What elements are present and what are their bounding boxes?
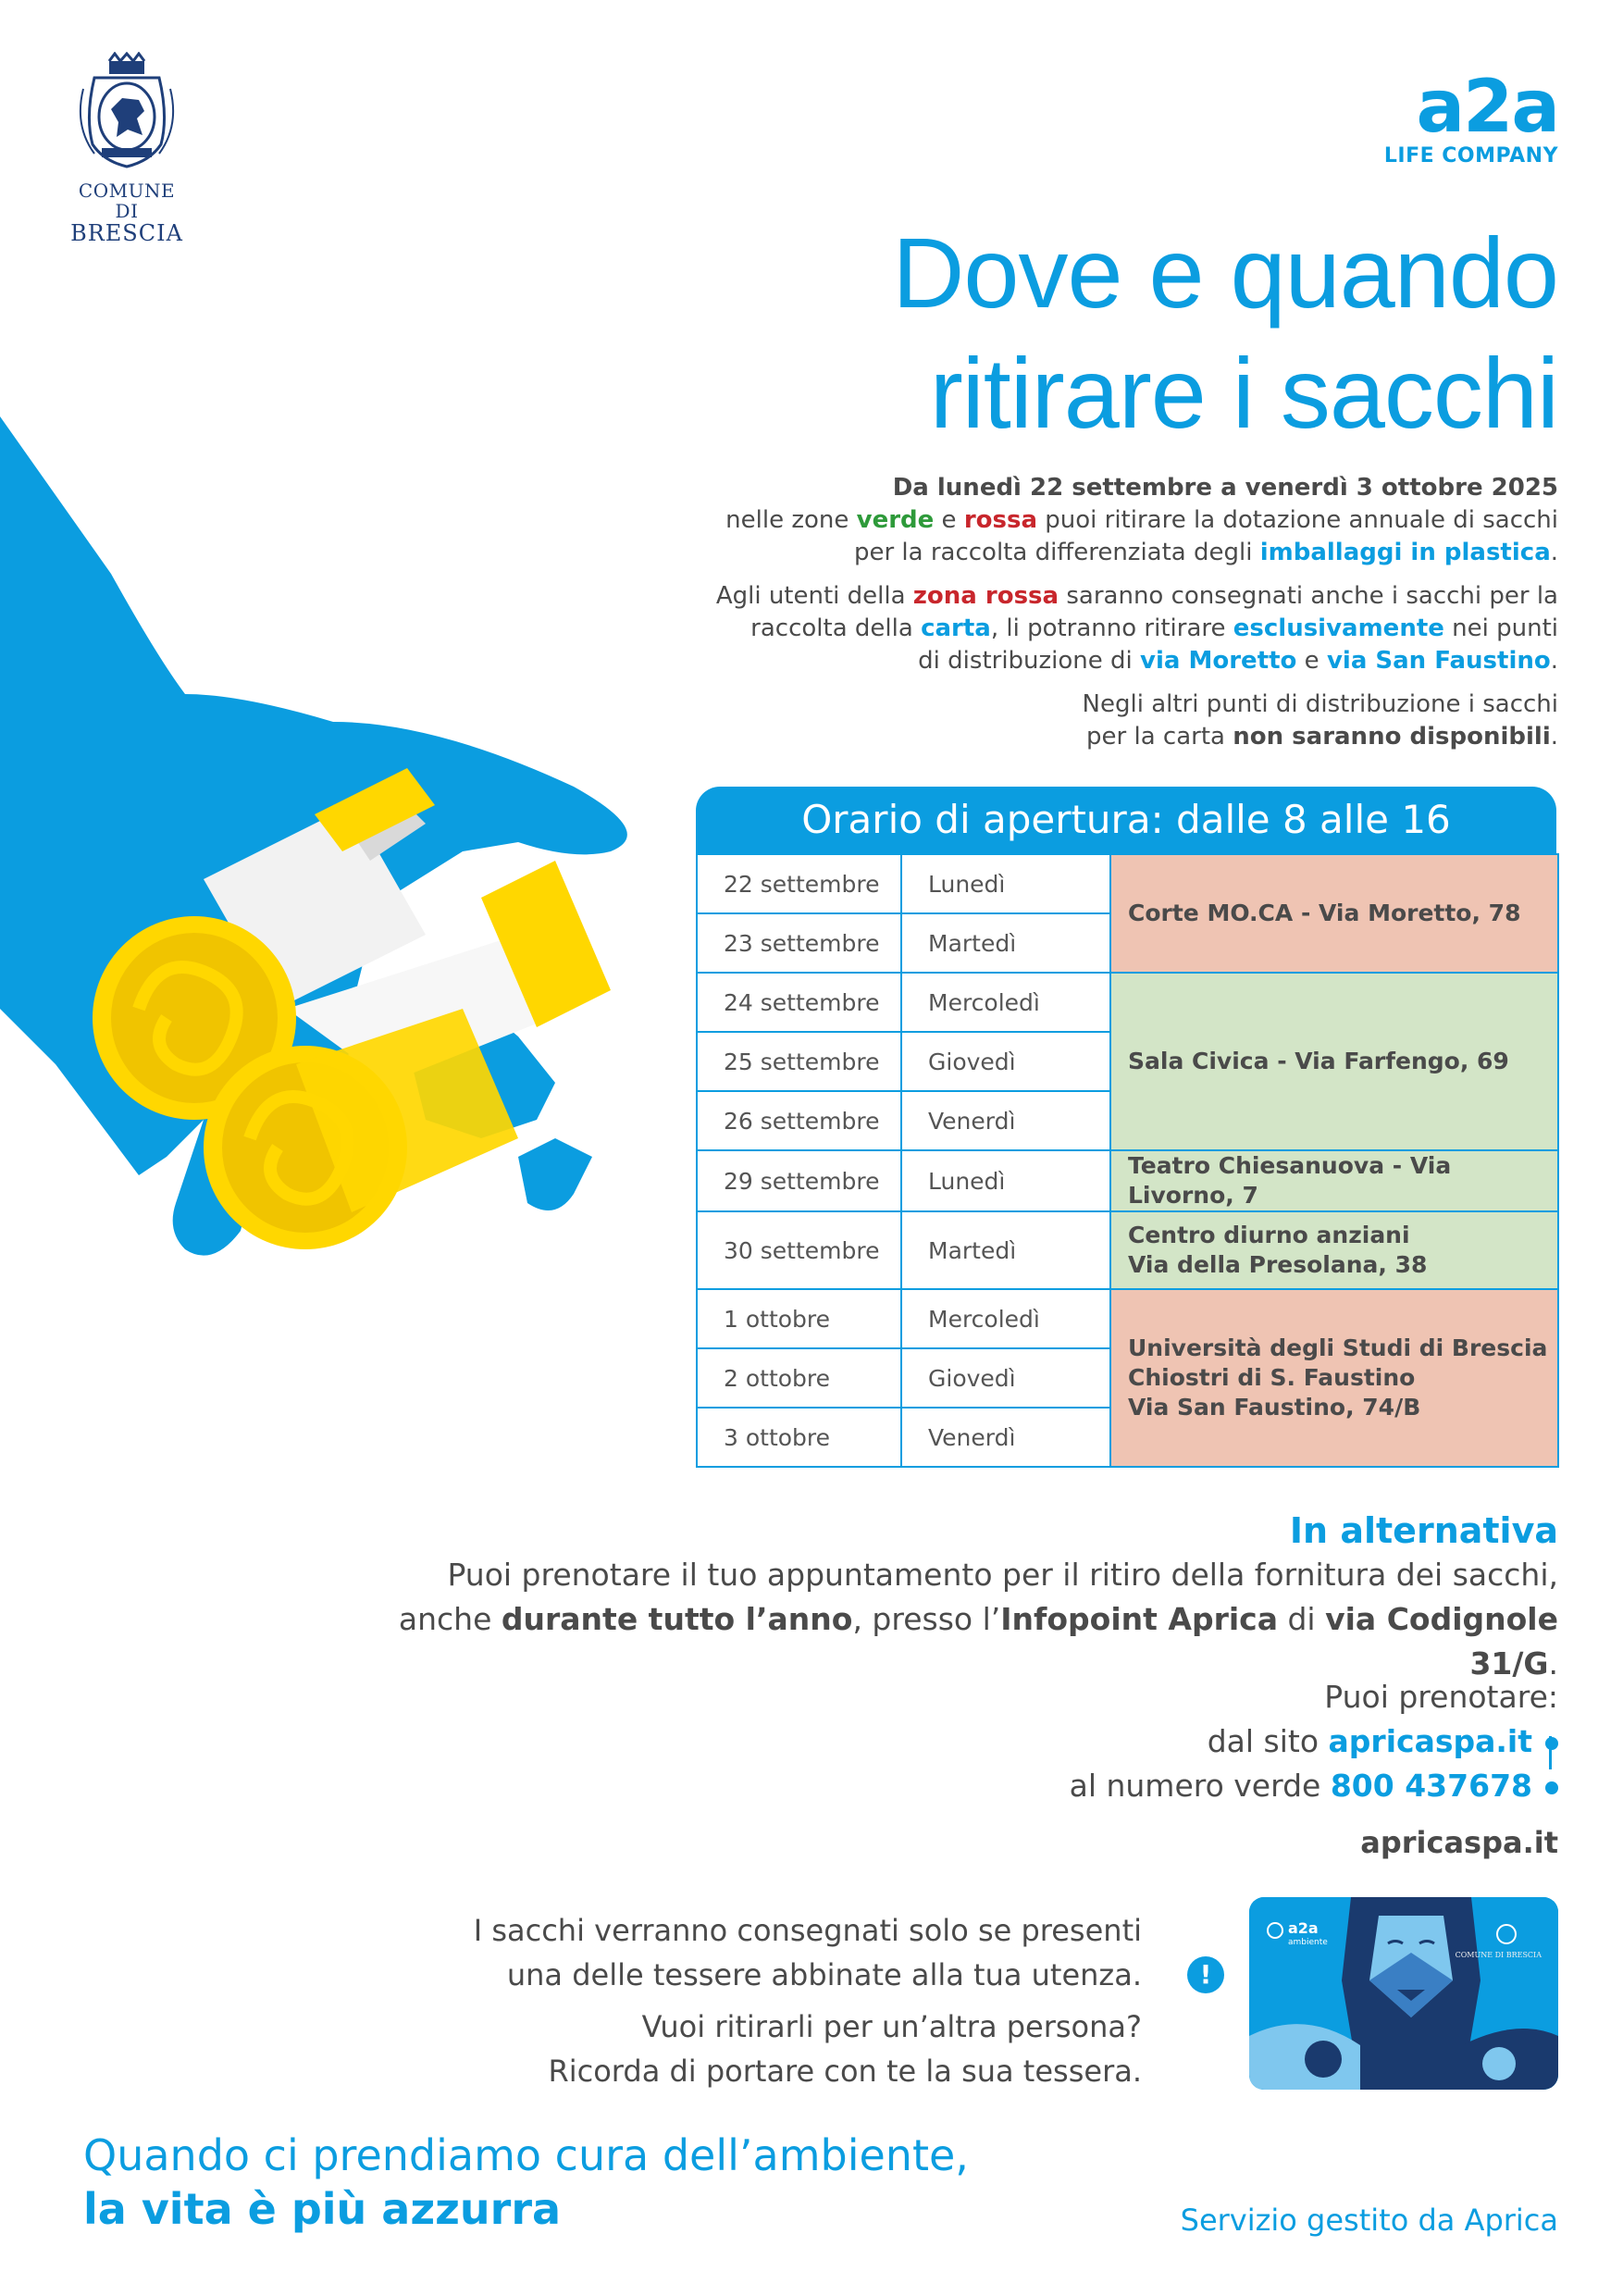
card-brand: a2a <box>1288 1919 1319 1937</box>
location-line: Centro diurno anziani <box>1128 1222 1410 1248</box>
note-line: Ricorda di portare con te la sua tessera. <box>548 2054 1142 2089</box>
comune-label: COMUNE DI <box>78 180 176 222</box>
carta: carta <box>921 614 991 642</box>
day-cell: Venerdì <box>901 1091 1110 1150</box>
page-title <box>892 213 1558 453</box>
schedule-table <box>696 787 1556 1468</box>
alternative-line-2 <box>355 1597 1558 1686</box>
schedule-grid <box>696 853 1559 1468</box>
date-cell: 1 ottobre <box>697 1289 901 1348</box>
date-cell: 29 settembre <box>697 1150 901 1211</box>
day-cell: Lunedì <box>901 854 1110 913</box>
warning-icon: ! <box>1187 1956 1224 1993</box>
site-url[interactable]: apricaspa.it <box>1360 1825 1558 1860</box>
date-cell: 30 settembre <box>697 1211 901 1289</box>
booking-intro: Puoi prenotare: <box>1324 1679 1558 1715</box>
location-line: Università degli Studi di Brescia <box>1128 1334 1548 1361</box>
zone-verde: verde <box>856 506 935 534</box>
card-note <box>402 1908 1142 2101</box>
text-fragment: di distribuzione di <box>918 647 1141 675</box>
zone-rossa: rossa <box>963 506 1037 534</box>
card-city: COMUNE DI BRESCIA <box>1455 1951 1542 1959</box>
day-cell: Giovedì <box>901 1348 1110 1408</box>
via-moretto: via Moretto <box>1140 647 1297 675</box>
text-fragment: al numero verde <box>1069 1768 1331 1804</box>
booking-section <box>1070 1675 1558 1808</box>
intro-text <box>633 472 1558 764</box>
text-fragment: per la carta <box>1086 723 1233 751</box>
service-credit: Servizio gestito da Aprica <box>1180 2203 1558 2238</box>
bullet-dot-icon <box>1545 1781 1558 1794</box>
slogan-line-2: la vita è più azzurra <box>83 2184 562 2234</box>
card-brand-sub: ambiente <box>1288 1938 1328 1947</box>
location-cell: Teatro Chiesanuova - Via Livorno, 7 <box>1110 1150 1558 1211</box>
brescia-crest-icon <box>67 52 187 177</box>
text-fragment: nelle zone <box>725 506 857 534</box>
esclusivamente: esclusivamente <box>1233 614 1444 642</box>
title-line-2: ritirare i sacchi <box>929 337 1558 449</box>
alternative-section <box>355 1508 1558 1686</box>
date-cell: 23 settembre <box>697 913 901 973</box>
location-line: Via della Presolana, 38 <box>1128 1251 1428 1278</box>
infopoint-aprica: Infopoint Aprica <box>1000 1601 1278 1637</box>
text-fragment: di <box>1278 1601 1326 1637</box>
a2a-tagline: LIFE COMPANY <box>1383 144 1558 168</box>
location-line: Chiostri di S. Faustino <box>1128 1364 1416 1391</box>
day-cell: Giovedì <box>901 1032 1110 1091</box>
note-line: I sacchi verranno consegnati solo se presenti <box>473 1913 1142 1948</box>
text-fragment: nei punti <box>1443 614 1558 642</box>
intro-paragraph-2 <box>633 580 1558 677</box>
text-fragment: per la raccolta differenziata degli <box>853 539 1260 566</box>
date-cell: 2 ottobre <box>697 1348 901 1408</box>
hand-with-bags-illustration <box>0 416 648 1305</box>
table-row <box>697 973 1558 1032</box>
tutto-anno: durante tutto l’anno <box>501 1601 853 1637</box>
bullet-connector <box>1549 1736 1552 1769</box>
day-cell: Lunedì <box>901 1150 1110 1211</box>
day-cell: Mercoledì <box>901 1289 1110 1348</box>
date-cell: 24 settembre <box>697 973 901 1032</box>
text-fragment: . <box>1550 647 1558 675</box>
location-cell: Sala Civica - Via Farfengo, 69 <box>1110 973 1558 1150</box>
location-line: Via San Faustino, 74/B <box>1128 1394 1421 1421</box>
schedule-header: Orario di apertura: dalle 8 alle 16 <box>696 787 1556 853</box>
text-fragment: . <box>1548 1645 1558 1682</box>
date-range: Da lunedì 22 settembre a venerdì 3 ottobre 2025 <box>892 474 1558 502</box>
table-row <box>697 1289 1558 1348</box>
table-row <box>697 854 1558 913</box>
note-paragraph-1 <box>402 1908 1142 1997</box>
intro-paragraph-3 <box>633 689 1558 753</box>
location-cell <box>1110 1211 1558 1289</box>
non-disponibili: non saranno disponibili <box>1233 723 1551 751</box>
text-fragment: e <box>934 506 964 534</box>
table-row <box>697 1150 1558 1211</box>
booking-phone-line <box>1070 1764 1558 1808</box>
location-cell <box>1110 1289 1558 1467</box>
day-cell: Martedì <box>901 913 1110 973</box>
note-line: Vuoi ritirarli per un’altra persona? <box>641 2009 1142 2044</box>
brescia-label: BRESCIA <box>70 220 183 246</box>
a2a-mark: a2a <box>1416 66 1558 149</box>
title-line-1: Dove e quando <box>892 217 1558 329</box>
day-cell: Martedì <box>901 1211 1110 1289</box>
date-cell: 26 settembre <box>697 1091 901 1150</box>
text-fragment: saranno consegnati anche i sacchi per la <box>1059 582 1558 610</box>
text-fragment: Agli utenti della <box>715 582 913 610</box>
text-fragment: Negli altri punti di distribuzione i sacchi <box>1082 690 1558 718</box>
text-fragment: raccolta della <box>750 614 922 642</box>
user-card-image <box>1249 1897 1558 2090</box>
text-fragment: puoi ritirare la dotazione annuale di sacchi <box>1037 506 1558 534</box>
zona-rossa: zona rossa <box>912 582 1059 610</box>
booking-phone-number[interactable]: 800 437678 <box>1330 1768 1532 1804</box>
via-codignole: via Codignole 31/G <box>1325 1601 1558 1682</box>
location-cell: Corte MO.CA - Via Moretto, 78 <box>1110 854 1558 973</box>
via-san-faustino: via San Faustino <box>1326 647 1551 675</box>
bullet-dot-icon <box>1545 1737 1558 1750</box>
a2a-logo <box>1383 66 1558 168</box>
table-row <box>697 1211 1558 1289</box>
date-cell: 3 ottobre <box>697 1408 901 1467</box>
intro-paragraph-1 <box>633 472 1558 569</box>
slogan <box>83 2128 969 2236</box>
booking-site-line <box>1070 1719 1558 1764</box>
note-paragraph-2 <box>402 2004 1142 2093</box>
text-fragment: e <box>1296 647 1327 675</box>
text-fragment: anche <box>398 1601 502 1637</box>
text-fragment: , li potranno ritirare <box>990 614 1233 642</box>
day-cell: Mercoledì <box>901 973 1110 1032</box>
text-fragment: . <box>1550 723 1558 751</box>
text-fragment: dal sito <box>1207 1723 1329 1759</box>
date-cell: 22 settembre <box>697 854 901 913</box>
alternative-heading: In alternativa <box>1289 1510 1558 1551</box>
text-fragment: . <box>1550 539 1558 566</box>
day-cell: Venerdì <box>901 1408 1110 1467</box>
text-fragment: , presso l’ <box>852 1601 1001 1637</box>
alternative-line-1: Puoi prenotare il tuo appuntamento per il ritiro della fornitura dei sacchi, <box>447 1557 1558 1593</box>
slogan-line-1: Quando ci prendiamo cura dell’ambiente, <box>83 2130 969 2180</box>
imballaggi-plastica: imballaggi in plastica <box>1259 539 1551 566</box>
note-line: una delle tessere abbinate alla tua utenza. <box>506 1957 1142 1992</box>
booking-site-link[interactable]: apricaspa.it <box>1328 1723 1532 1759</box>
date-cell: 25 settembre <box>697 1032 901 1091</box>
comune-di-brescia-logo <box>67 52 187 245</box>
